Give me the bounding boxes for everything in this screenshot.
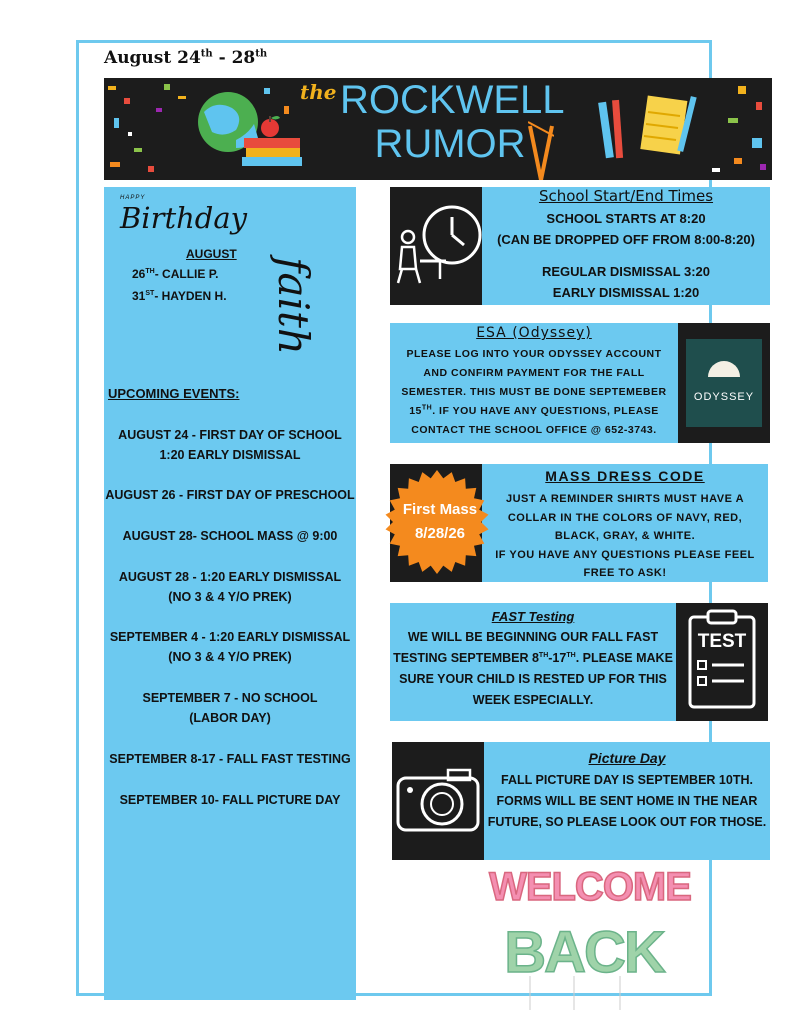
student-clock-icon — [390, 187, 482, 305]
dress-code-text: JUST A REMINDER SHIRTS MUST HAVE A COLLAR IN THE COLORS OF NAVY, RED, BLACK, GRAY, & WHITE. IF YOU HAVE ANY QUESTIONS PLEASE FEEL FREE TO ASK! — [495, 493, 755, 579]
test-icon-label: TEST — [697, 631, 747, 652]
event-item: SEPTEMBER 10- FALL PICTURE DAY — [119, 793, 341, 807]
event-item: AUGUST 28- SCHOOL MASS @ 9:00 — [122, 529, 338, 543]
birthday-heading: Birthday — [120, 201, 248, 235]
odyssey-logo-frame — [678, 323, 770, 443]
event-item: AUGUST 28 - 1:20 EARLY DISMISSAL (NO 3 & 4 Y/O PREK) — [118, 570, 342, 604]
fast-testing-text: WE WILL BE BEGINNING OUR FALL FAST TESTING SEPTEMBER 8TH-17TH. PLEASE MAKE SURE YOUR CHILD IS RESTED UP FOR THIS WEEK ESPECIALLY. — [393, 630, 673, 707]
first-mass-badge-text: First Mass 8/28/26 — [402, 501, 478, 542]
fast-testing-title: FAST Testing — [491, 609, 575, 624]
event-item: SEPTEMBER 4 - 1:20 EARLY DISMISSAL (NO 3 & 4 Y/O PREK) — [109, 630, 351, 664]
test-clipboard-panel — [676, 603, 768, 721]
welcome-back-balloon-art — [470, 844, 710, 1014]
school-times-text: SCHOOL STARTS AT 8:20 (CAN BE DROPPED OFF FROM 8:00-8:20) REGULAR DISMISSAL 3:20 EARLY DISMISSAL 1:20 — [497, 211, 755, 300]
faith-script: faith — [269, 257, 318, 355]
picture-day-text: FALL PICTURE DAY IS SEPTEMBER 10TH. FORMS WILL BE SENT HOME IN THE NEAR FUTURE, SO PLEASE LOOK OUT FOR THOSE. — [487, 773, 767, 829]
banner-the-text: the — [300, 80, 337, 104]
school-supplies-right-illustration — [588, 78, 772, 180]
esa-text: PLEASE LOG INTO YOUR ODYSSEY ACCOUNT AND CONFIRM PAYMENT FOR THE FALL SEMESTER. THIS MUST BE DONE SEPTEMEBER 15TH. IF YOU HAVE ANY QUESTIONS, PLEASE CONTACT THE SCHOOL OFFICE @ 652-3743. — [401, 348, 667, 436]
school-times-box — [390, 187, 770, 305]
birthday-item: 31ST- HAYDEN H. — [132, 289, 227, 303]
picture-day-box — [392, 742, 770, 860]
sunrise-icon — [686, 347, 762, 387]
camera-icon — [392, 742, 484, 860]
school-supplies-left-illustration — [104, 78, 304, 180]
back-word: BACK — [504, 920, 664, 985]
school-times-title: School Start/End Times — [538, 187, 714, 205]
event-item: AUGUST 26 - FIRST DAY OF PRESCHOOL — [105, 488, 355, 502]
roman-five-mark — [528, 116, 554, 180]
test-clipboard-icon — [676, 603, 768, 721]
fast-testing-box — [390, 603, 768, 721]
birthday-item: 26TH- CALLIE P. — [132, 267, 219, 281]
picture-day-title: Picture Day — [588, 750, 666, 766]
event-item: SEPTEMBER 7 - NO SCHOOL (LABOR DAY) — [142, 691, 318, 725]
birthday-month: AUGUST — [186, 247, 237, 261]
banner-title: ROCKWELL RUMOR — [340, 78, 565, 166]
left-column — [104, 187, 356, 1000]
event-item: SEPTEMBER 8-17 - FALL FAST TESTING — [109, 752, 351, 766]
clock-icon-panel — [390, 187, 482, 305]
esa-box — [390, 323, 770, 443]
camera-icon-panel — [392, 742, 484, 860]
upcoming-events-title: UPCOMING EVENTS: — [108, 386, 240, 401]
newsletter-banner — [104, 78, 772, 180]
event-item: AUGUST 24 - FIRST DAY OF SCHOOL 1:20 EARLY DISMISSAL — [118, 428, 342, 462]
welcome-word: WELCOME — [489, 865, 691, 909]
dress-code-title: MASS DRESS CODE — [545, 468, 705, 484]
odyssey-logo: ODYSSEY — [686, 339, 762, 427]
date-heading: August 24th - 28th — [104, 48, 268, 68]
dress-code-box — [390, 464, 768, 582]
happy-label: HAPPY — [120, 195, 146, 201]
esa-title: ESA (Odyssey) — [476, 325, 592, 341]
